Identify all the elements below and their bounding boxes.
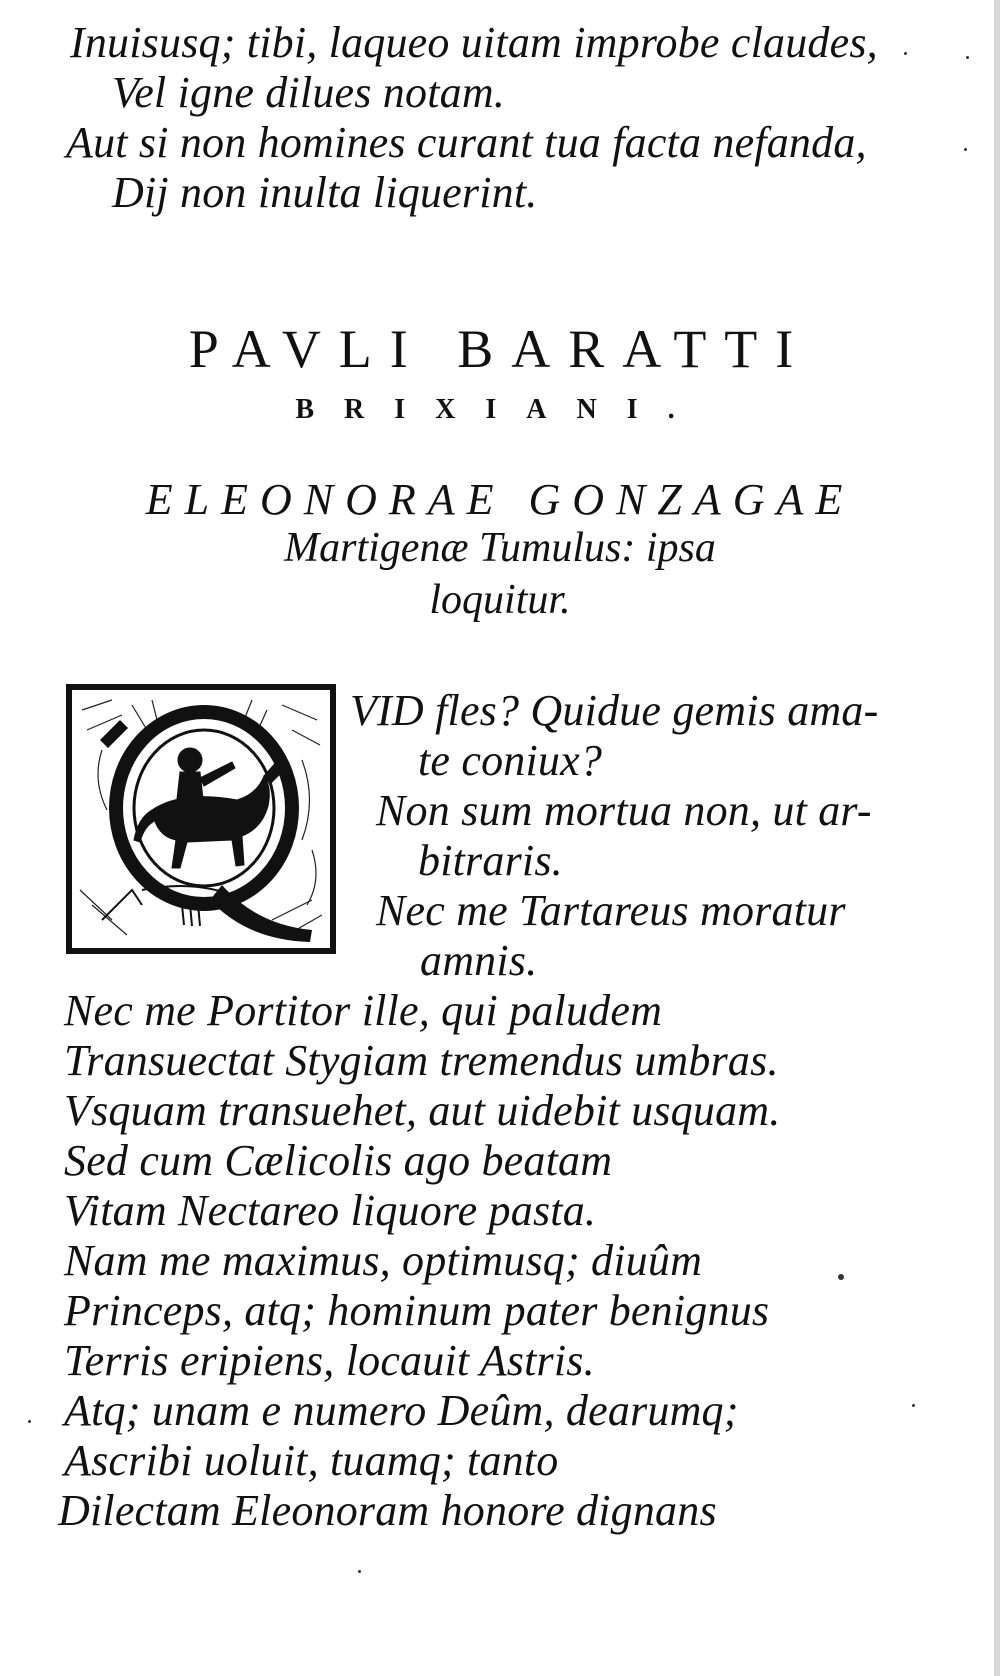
page-edge [994, 0, 1000, 1676]
poem-body-line-3: Vsquam transuehet, aut uidebit usquam. [64, 1086, 781, 1135]
historiated-initial-q-icon [66, 684, 336, 954]
poem-body-line-5: Vitam Nectareo liquore pasta. [64, 1186, 597, 1235]
author-heading: PAVLI BARATTI [188, 319, 812, 379]
scan-speck [912, 1404, 915, 1407]
scan-speck [28, 1420, 31, 1423]
poem-body-line-10: Ascribi uoluit, tuamq; tanto [64, 1436, 559, 1485]
poem-line-6: amnis. [420, 936, 538, 985]
poem-body-line-8: Terris eripiens, locauit Astris. [64, 1336, 595, 1385]
poem-line-4: bitraris. [418, 836, 563, 885]
scan-speck [904, 52, 907, 55]
top-verse-line-4: Dij non inulta liquerint. [112, 168, 538, 217]
top-verse-line-3: Aut si non homines curant tua facta nefanda, [66, 118, 867, 167]
scan-speck [966, 56, 969, 59]
poem-line-3: Non sum mortua non, ut ar- [376, 786, 872, 835]
poem-body-line-1: Nec me Portitor ille, qui paludem [64, 986, 663, 1035]
poem-body-line-9: Atq; unam e numero Deûm, dearumq; [64, 1386, 739, 1435]
poem-line-2: te coniux? [418, 736, 603, 785]
poem-body-line-4: Sed cum Cælicolis ago beatam [64, 1136, 613, 1185]
scan-speck [838, 1274, 844, 1280]
top-verse-line-2: Vel igne dilues notam. [112, 68, 506, 117]
top-verse-line-1: Inuisusq; tibi, laqueo uitam improbe claudes, [70, 18, 878, 67]
poem-body-line-7: Princeps, atq; hominum pater benignus [64, 1286, 770, 1335]
scan-speck [964, 148, 967, 151]
poem-title-line-2: Martigenæ Tumulus: ipsa [284, 525, 716, 571]
poem-line-1: VID fles? Quidue gemis ama- [350, 686, 879, 735]
author-origin: BRIXIANI. [295, 394, 705, 425]
scan-speck [358, 1570, 361, 1573]
poem-title-line-1: ELEONORAE GONZAGAE [145, 475, 855, 524]
poem-body-line-2: Transuectat Stygiam tremendus umbras. [64, 1036, 779, 1085]
poem-body-line-11: Dilectam Eleonoram honore dignans [58, 1486, 717, 1535]
poem-body-line-6: Nam me maximus, optimusq; diuûm [64, 1236, 703, 1285]
poem-title-line-3: loquitur. [429, 577, 571, 623]
poem-line-5: Nec me Tartareus moratur [376, 886, 846, 935]
